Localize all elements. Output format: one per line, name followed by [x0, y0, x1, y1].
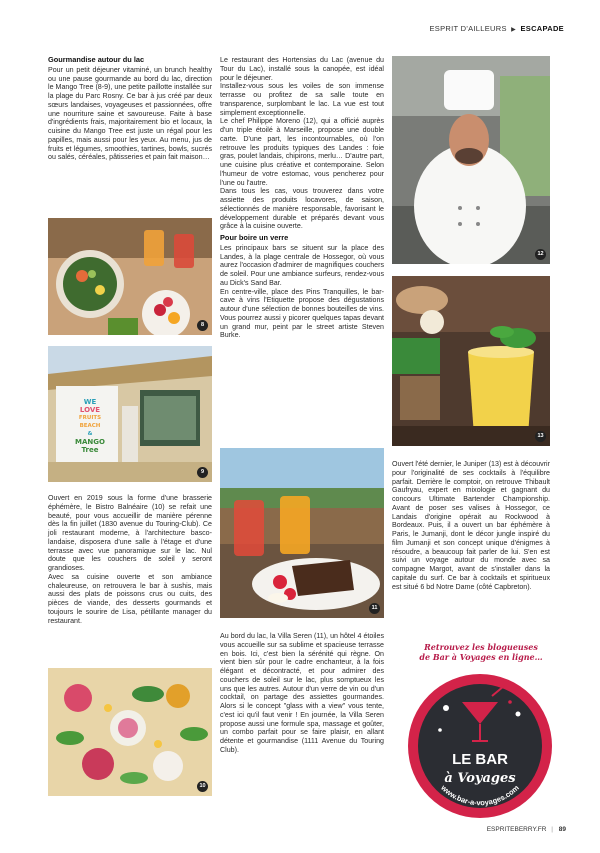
chef-illustration — [392, 56, 550, 264]
photo-number-badge: 10 — [197, 781, 208, 792]
photo-number-badge: 8 — [197, 320, 208, 331]
sign-text: BEACH — [79, 423, 101, 429]
photo-chef — [392, 56, 550, 264]
arrow-right-icon: ▶ — [511, 27, 517, 33]
section-label: ESPRIT D'AILLEURS — [429, 24, 507, 33]
col2-paragraph-5: Les principaux bars se situent sur la place des Landes, à la plage centrale de Hossegor, où vous aurez l'occasion d'admirer de magnifiques couchers de soleil. Pour une ambiance surfeurs, rendez-vous au Dick's Sand Bar. — [220, 243, 384, 287]
dessert-illustration — [220, 448, 384, 618]
col2-villa-seren — [220, 632, 384, 755]
sign-text: FRUITS — [78, 415, 102, 421]
sign-text: LOVE — [79, 406, 101, 414]
col2-paragraph-1: Le restaurant des Hortensias du Lac (avenue du Tour du Lac), installé sous la canopée, est idéal pour le déjeuner. — [220, 56, 384, 82]
col1-paragraph-2: Ouvert en 2019 sous la forme d'une brasserie éphémère, le Bistro Balnéaire (10) se refait une beauté, pour vous accueillir de manière pérenne dès la fin juillet (1830 avenue du Touring-Club). Ce joli restaurant moderne, à l'architecture basco-landaise, disposera d'une salle à l'étage et d'une terrasse avec vue panoramique sur le lac. Nul doute que les couchers de soleil y seront grandioses. — [48, 494, 212, 572]
col1-heading: Gourmandise autour du lac — [48, 55, 145, 64]
sign-text: WE — [83, 398, 97, 406]
col2-paragraph-7: Au bord du lac, la Villa Seren (11), un hôtel 4 étoiles vous accueille sur sa sublime et spacieuse terrasse en bois. Ici, c'est bien la sérénité qui règne. On vient bien sûr pour le cadre enchanteur, à la fois élégant et décontracté, et pour admirer des couchers de soleil sur le lac, plus somptueux les uns que les autres. Autour d'un verre de vin ou d'un cocktail, on partage des assiettes gourmandes. Alors si le concept "glass with a view" vous tente, c'est ici qu'il faut venir ! En journée, la Villa Seren propose aussi une formule spa, massage et goûter, un combo parfait pour se faire plaisir, en allant détente et gourmandise (1111 Avenue du Touring Club). — [220, 632, 384, 754]
photo-number-badge: 11 — [369, 603, 380, 614]
photo-number-badge: 12 — [535, 249, 546, 260]
col2-paragraph-2: Installez-vous sous les voiles de son immense terrasse ou profitez de sa salle toute en transparence, surplombant le lac. La vue est tout simplement exceptionnelle. — [220, 82, 384, 117]
sign-text: Tree — [81, 446, 99, 454]
badge-url-text: www.bar-a-voyages.com — [439, 783, 521, 808]
blog-promo — [404, 642, 558, 662]
bar-a-voyages-logo — [406, 672, 554, 820]
photo-cocktail — [392, 276, 550, 446]
col1-intro — [48, 56, 212, 162]
photo-number-badge: 9 — [197, 467, 208, 478]
photo-smoothie-bowl — [48, 218, 212, 335]
promo-line-2: de Bar à Voyages en ligne… — [419, 652, 543, 662]
promo-line-1: Retrouvez les blogueuses — [424, 642, 538, 652]
page-footer: ESPRITEBERRY.FR | 89 — [486, 826, 566, 833]
col2-paragraph-4: Dans tous les cas, vous trouverez dans votre assiette des produits locavores, de saison, sélectionnés de manière responsable, favorisant le développement durable et préparés devant vous grâce à la cuisine ouverte. — [220, 187, 384, 231]
col1-paragraph-1: Pour un petit déjeuner vitaminé, un brunch healthy ou une pause gourmande au bord du lac, direction le Mango Tree (8-9), une petite paillotte installée sur la plage du Parc Rosny. Ce bar à jus créé par deux sœurs landaises, voyageuses et passionnées, offre une nourriture saine et savoureuse. Faite à base d'ingrédients frais, majoritairement bio et locaux, la cuisine du Mango Tree est juste un régal pour les papilles, mais aussi pour les yeux. Au menu, jus de fruits et légumes, smoothies, tartines, bowls, sucrés ou salés, céréales, pâtisseries et pain fait maison… — [48, 65, 212, 162]
badge-title-line1: LE BAR — [452, 751, 508, 768]
photo-number-badge: 13 — [535, 431, 546, 442]
col2-heading: Pour boire un verre — [220, 233, 289, 242]
photo-terrace-dessert — [220, 448, 384, 618]
badge-title-line2: à Voyages — [444, 771, 516, 786]
cocktail-illustration — [392, 276, 550, 446]
subsection-label: ESCAPADE — [520, 24, 564, 33]
sign-text: MANGO — [75, 438, 105, 446]
col2-hortensias — [220, 56, 384, 340]
col3-juniper — [392, 460, 550, 591]
photo-mango-tree-hut — [48, 346, 212, 482]
food-illustration — [48, 218, 212, 335]
sign-text: & — [87, 431, 93, 437]
mango-tree-sign — [68, 398, 112, 454]
col1-paragraph-3: Avec sa cuisine ouverte et son ambiance chaleureuse, on retrouvera le bar à sushis, mais aussi des plats de poissons crus ou cuits, des pièces de viande, des desserts gourmands et toujours le sourire de Lisa, pétillante manager du restaurant. — [48, 572, 212, 625]
photo-colourful-dish — [48, 668, 212, 796]
footer-site: ESPRITEBERRY.FR — [486, 826, 547, 833]
col1-bistro — [48, 494, 212, 625]
salad-illustration — [48, 668, 212, 796]
col3-paragraph-1: Ouvert l'été dernier, le Juniper (13) est à découvrir pour l'originalité de ses cocktails à l'équilibre parfait. Derrière le comptoir, on retrouve Thibault Gaufryau, expert en mixologie et gagnant du concours Ultimate Bartender Championship. Avant de poser ses valises à Hossegor, ce Landais d'origine opérait au Rockwood à Bordeaux. Puis, il a ouvert un bar éphémère à Paris, le Jumanji, dont le décor jungle inspiré du film Jumanji et son concept unique d'énigmes à résoudre, a beaucoup fait parler de lui. S'en est suivi un voyage autour du monde avec sa compagne Margot, avant de s'installer dans la capitale du surf. Ce bar à cocktails et spiritueux est situé 6 bd Notre Dame (côté Capbreton). — [392, 460, 550, 591]
page-number: 89 — [558, 826, 566, 833]
running-header — [430, 24, 565, 33]
col2-paragraph-3: Le chef Philippe Moreno (12), qui a officié auprès d'un triple étoilé à Marseille, propose une double carte. D'une part, les incontournables, où l'on retrouve les produits typiques des Landes : foie gras, poulet landais, chipirons, merlu… D'autre part, une cuisine plus créative et contemporaine. Selon l'humeur de votre estomac, vous pencherez pour l'une ou l'autre. — [220, 117, 384, 187]
col2-paragraph-6: En centre-ville, place des Pins Tranquilles, le bar-cave à vins l'Etiquette propose des dégustations autour d'une sélection de bonnes bouteilles de vins. Vous pourrez aussi y picorer quelques tapas devant un grand mur, peint par le street artiste Steven Burke. — [220, 287, 384, 340]
